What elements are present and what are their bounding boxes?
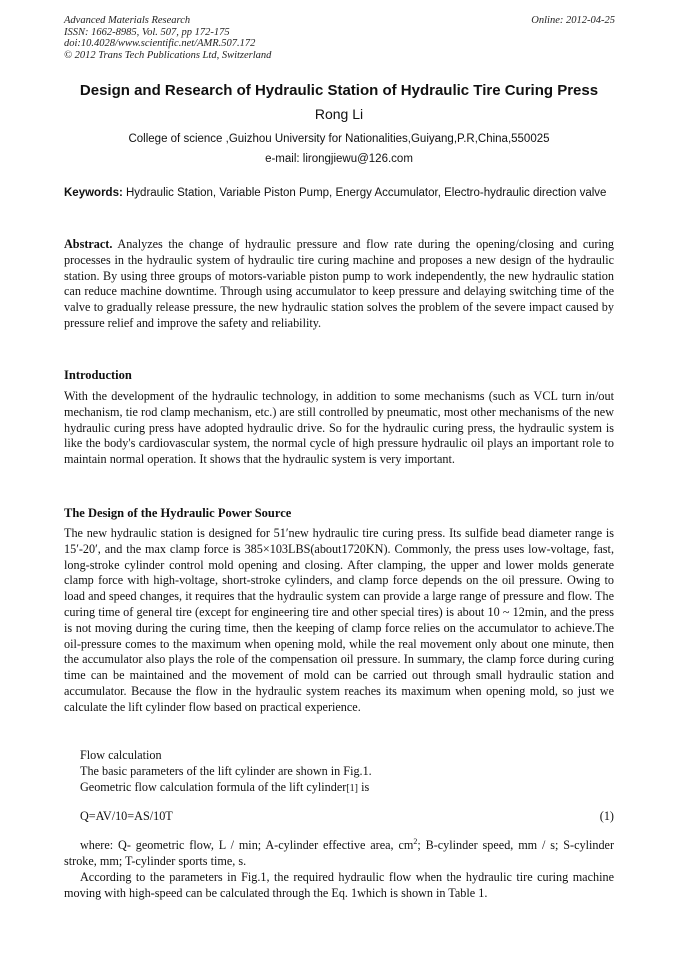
- affiliation: College of science ,Guizhou University for Nationalities,Guiyang,P.R,China,550025: [128, 133, 550, 145]
- keywords-label: Keywords:: [64, 187, 123, 199]
- paper-title: Design and Research of Hydraulic Station of Hydraulic Tire Curing Press: [79, 82, 599, 99]
- author-email: e-mail: lirongjiewu@126.com: [265, 153, 413, 165]
- online-date: Online: 2012-04-25: [531, 15, 615, 26]
- abstract-label: Abstract.: [64, 237, 113, 251]
- keywords: [64, 186, 614, 201]
- journal-header: [64, 15, 271, 61]
- journal-name: Advanced Materials Research: [64, 15, 191, 26]
- introduction-heading: Introduction: [64, 368, 132, 382]
- according-paragraph: According to the parameters in Fig.1, the required hydraulic flow when the hydraulic tire curing machine moving with high-speed can be calculated through the Eq. 1which is shown in Table 1.: [64, 870, 614, 900]
- design-heading: The Design of the Hydraulic Power Source: [64, 506, 292, 520]
- where-text-a: where: Q- geometric flow, L / min; A-cylinder effective area, cm: [80, 838, 414, 852]
- flow-calculation-label: Flow calculation: [80, 748, 162, 762]
- basic-params-sentence: The basic parameters of the lift cylinder are shown in Fig.1.: [80, 764, 372, 778]
- copyright-line: © 2012 Trans Tech Publications Ltd, Switzerland: [64, 49, 272, 61]
- keywords-text: Hydraulic Station, Variable Piston Pump, Energy Accumulator, Electro-hydraulic direction valve: [126, 187, 607, 199]
- issn-line: ISSN: 1662-8985, Vol. 507, pp 172-175: [64, 26, 230, 38]
- doi-line: doi:10.4028/www.scientific.net/AMR.507.172: [64, 38, 256, 49]
- citation-ref: [1]: [346, 783, 359, 794]
- abstract: [64, 237, 614, 332]
- where-paragraph: [64, 838, 614, 870]
- design-text: The new hydraulic station is designed for 51′new hydraulic tire curing press. Its sulfide bead diameter range is 15′-20′, and the max clamp force is 385×103LBS(about1720KN). Commonly, the press uses low-voltage, fast, long-stroke cylinder control mold opening and closing. After clamping, the upper and lower molds generate clamp force with high-voltage, short-stroke cylinders, and clamp force depends on the oil pressure. Owing to load and speed changes, it requires that the hydraulic system can provide a large range of pressure and flow. The curing time of general tire (except for engineering tire and other special tires) is about 10 ~ 12min, and the press is not moving during the curing time, then the keeping of clamp force relies on the accumulator to achieve.The oil-pressure comes to the maximum when opening mold, while the real movement only about one minute, then the accumulator also plays the role of the compensation oil pressure. In summary, the clamp force during curing time can be maintained and the movement of mold can be carried out through small hydraulic station and accumulator. Because the flow in the hydraulic system reaches its maximum when opening mold, so just we calculate the lift cylinder flow based on practical experience.: [64, 526, 614, 714]
- geometric-text: Geometric flow calculation formula of the lift cylinder: [80, 780, 347, 794]
- introduction-text: With the development of the hydraulic technology, in addition to some mechanisms (such as VCL turn in/out mechanism, tie rod clamp mechanism, etc.) are still controlled by pneumatic, most other mechanisms of the new hydraulic curing press have adopted hydraulic drive. So for the hydraulic curing press, the hydraulic system is like the body's cardiovascular system, the normal cycle of high pressure hydraulic oil plays an important role to maintain normal operation. It shows that the hydraulic system is very important.: [64, 389, 614, 467]
- equation-number: (1): [599, 809, 614, 823]
- superscript-2: 2: [413, 836, 418, 846]
- where-text-b: ; B-cylinder speed, mm / s; S-cylinder stroke, mm; T-cylinder sports time, s.: [64, 838, 615, 868]
- geometric-formula-sentence: [80, 780, 369, 795]
- abstract-text: Analyzes the change of hydraulic pressure and flow rate during the opening/closing and curing processes in the hydraulic system of hydraulic tire curing machine and proposes a new design of the hydraulic station. By using three groups of motors-variable piston pump to work independently, the new hydraulic station can reduce machine downtime. Through using accumulator to keep pressure and delaying switching time of the valve to gradually release pressure, the new hydraulic station solves the problem of the severe impact caused by pressure relief and improve the safety and reliability.: [64, 237, 615, 330]
- author-name: Rong Li: [314, 106, 364, 122]
- geometric-is: is: [358, 780, 370, 794]
- equation: Q=AV/10=AS/10T: [80, 809, 173, 823]
